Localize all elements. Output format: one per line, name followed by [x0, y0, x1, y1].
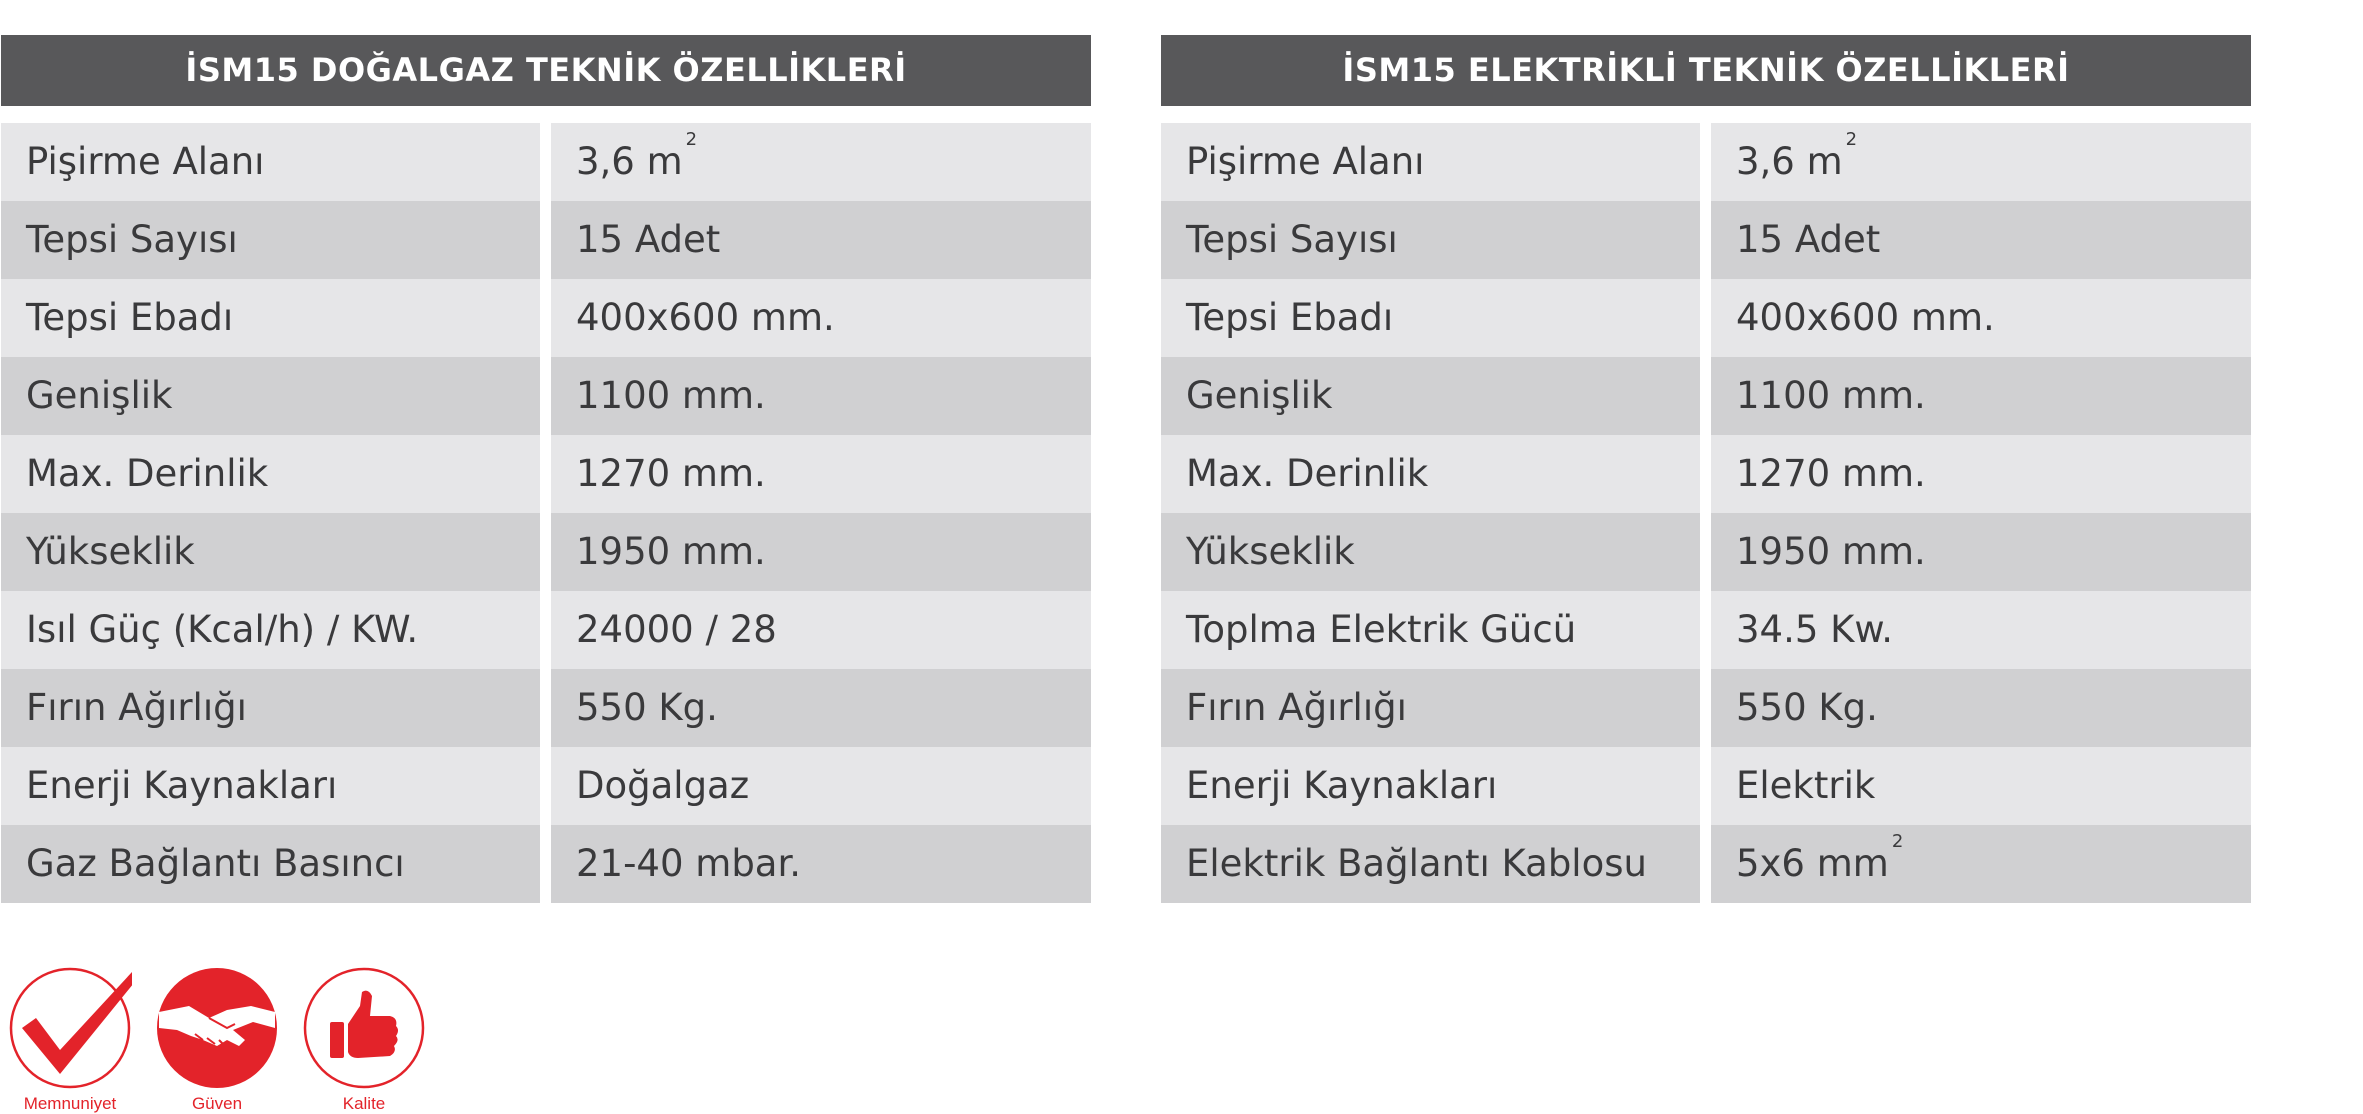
spec-label: Yükseklik: [1, 513, 540, 591]
badge-label: Kalite: [342, 1094, 386, 1113]
spec-value-text: Elektrik: [1736, 764, 1876, 807]
spec-value: [1711, 669, 2251, 747]
spec-value: [1711, 591, 2251, 669]
table-row: [1161, 747, 2251, 825]
badges-row: [0, 966, 441, 1114]
spec-value-text: 15 Adet: [1736, 218, 1881, 261]
electric-table-title: İSM15 ELEKTRİKLİ TEKNİK ÖZELLİKLERİ: [1161, 35, 2251, 106]
spec-value-text: 1100 mm.: [1736, 374, 1926, 417]
table-row: [1, 201, 1091, 279]
table-row: [1, 825, 1091, 903]
badge-label: Güven: [191, 1094, 243, 1113]
spec-value: [551, 747, 1091, 825]
badge-kalite: [294, 966, 434, 1114]
checkmark-icon: [8, 966, 132, 1090]
spec-value: [551, 435, 1091, 513]
spec-value-text: 1100 mm.: [576, 374, 766, 417]
spec-value-text: 550 Kg.: [576, 686, 718, 729]
spec-label: Tepsi Ebadı: [1, 279, 540, 357]
badge-guven: [147, 966, 287, 1114]
spec-value-text: 24000 / 28: [576, 608, 777, 651]
spec-value: [1711, 513, 2251, 591]
gas-table-title: İSM15 DOĞALGAZ TEKNİK ÖZELLİKLERİ: [1, 35, 1091, 106]
table-row: [1, 591, 1091, 669]
table-row: [1, 357, 1091, 435]
spec-label: Max. Derinlik: [1161, 435, 1700, 513]
spec-value: [1711, 279, 2251, 357]
table-row: [1161, 279, 2251, 357]
badge-label: Memnuniyet: [23, 1094, 117, 1113]
spec-value-text: 15 Adet: [576, 218, 721, 261]
table-row: [1161, 825, 2251, 903]
spec-value-text: 400x600 mm.: [1736, 296, 1995, 339]
table-row: [1, 747, 1091, 825]
spec-value: [551, 123, 1091, 201]
table-row: [1161, 669, 2251, 747]
spec-value-text: 1950 mm.: [576, 530, 766, 573]
spec-label: Tepsi Sayısı: [1, 201, 540, 279]
gas-table-rows: [1, 123, 1091, 903]
spec-value: [551, 357, 1091, 435]
spec-label: Fırın Ağırlığı: [1, 669, 540, 747]
table-row: [1, 279, 1091, 357]
spec-value: [1711, 123, 2251, 201]
spec-value-text: 1950 mm.: [1736, 530, 1926, 573]
spec-value: [1711, 435, 2251, 513]
spec-value-text: 1270 mm.: [576, 452, 766, 495]
spec-label: Genişlik: [1, 357, 540, 435]
unit-superscript: 2: [685, 129, 698, 150]
spec-label: Tepsi Sayısı: [1161, 201, 1700, 279]
spec-value: [1711, 201, 2251, 279]
spec-value-text: 400x600 mm.: [576, 296, 835, 339]
unit-superscript: 2: [1891, 831, 1904, 852]
spec-label: Enerji Kaynakları: [1161, 747, 1700, 825]
spec-label: Genişlik: [1161, 357, 1700, 435]
spec-value-text: 3,6 m: [1736, 140, 1843, 183]
table-row: [1, 513, 1091, 591]
table-row: [1161, 435, 2251, 513]
table-row: [1, 435, 1091, 513]
spec-value: [551, 201, 1091, 279]
table-row: [1161, 123, 2251, 201]
spec-value-text: 5x6 mm: [1736, 842, 1889, 885]
spec-label: Gaz Bağlantı Basıncı: [1, 825, 540, 903]
handshake-icon: [155, 966, 279, 1090]
table-row: [1161, 201, 2251, 279]
spec-label: Pişirme Alanı: [1, 123, 540, 201]
spec-label: Toplma Elektrik Gücü: [1161, 591, 1700, 669]
table-row: [1161, 513, 2251, 591]
table-row: [1161, 591, 2251, 669]
thumbs-up-icon: [302, 966, 426, 1090]
table-row: [1, 123, 1091, 201]
spec-label: Tepsi Ebadı: [1161, 279, 1700, 357]
spec-value: [1711, 825, 2251, 903]
spec-value-text: 21-40 mbar.: [576, 842, 802, 885]
spec-value: [551, 279, 1091, 357]
spec-label: Enerji Kaynakları: [1, 747, 540, 825]
gas-spec-table: [1, 35, 1091, 903]
spec-label: Fırın Ağırlığı: [1161, 669, 1700, 747]
electric-spec-table: [1161, 35, 2251, 903]
electric-table-rows: [1161, 123, 2251, 903]
spec-value-text: 550 Kg.: [1736, 686, 1878, 729]
table-row: [1161, 357, 2251, 435]
spec-value-text: 3,6 m: [576, 140, 683, 183]
spec-label: Yükseklik: [1161, 513, 1700, 591]
spec-label: Pişirme Alanı: [1161, 123, 1700, 201]
spec-value-text: 34.5 Kw.: [1736, 608, 1894, 651]
unit-superscript: 2: [1845, 129, 1858, 150]
spec-value-text: Doğalgaz: [576, 764, 750, 807]
badge-memnuniyet: [0, 966, 140, 1114]
spec-value: [551, 825, 1091, 903]
spec-label: Max. Derinlik: [1, 435, 540, 513]
spec-value: [551, 513, 1091, 591]
spec-value: [551, 669, 1091, 747]
spec-value-text: 1270 mm.: [1736, 452, 1926, 495]
spec-value: [1711, 747, 2251, 825]
spec-value: [1711, 357, 2251, 435]
spec-label: Isıl Güç (Kcal/h) / KW.: [1, 591, 540, 669]
spec-label: Elektrik Bağlantı Kablosu: [1161, 825, 1700, 903]
spec-value: [551, 591, 1091, 669]
table-row: [1, 669, 1091, 747]
